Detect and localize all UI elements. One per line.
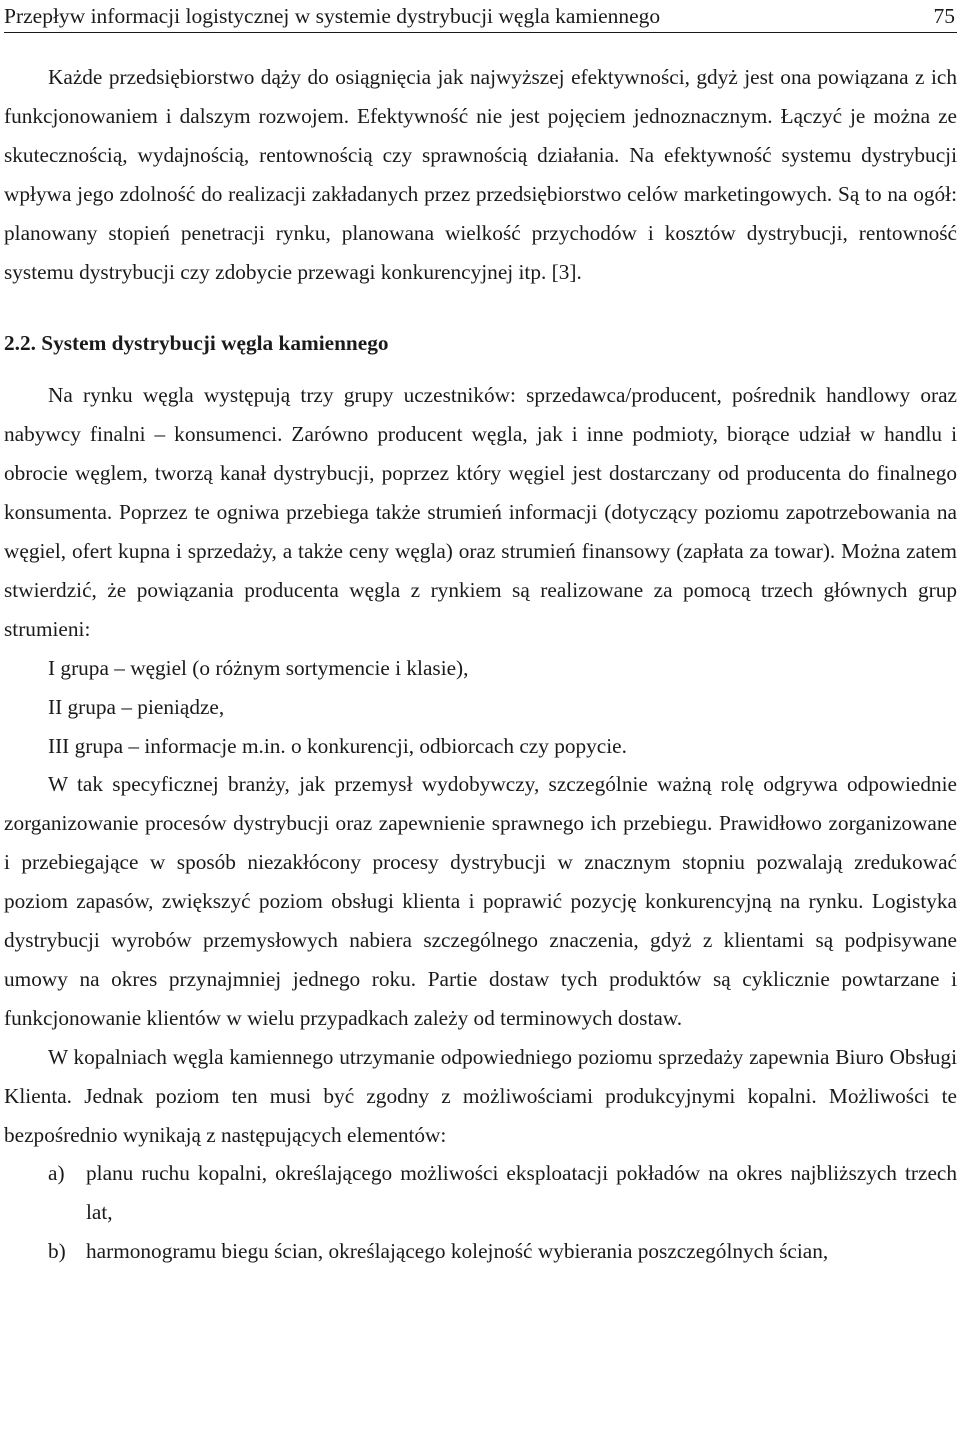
list-marker: b): [48, 1239, 66, 1264]
list-marker: a): [48, 1161, 65, 1186]
header-title: Przepływ informacji logistycznej w systemie dystrybucji węgla kamiennego: [4, 4, 661, 28]
list-item: [4, 1154, 957, 1232]
group-item: I grupa – węgiel (o różnym sortymencie i klasie),: [48, 655, 469, 680]
page-number: 75: [933, 4, 955, 28]
paragraph-market-participants: Na rynku węgla występują trzy grupy uczestników: sprzedawca/producent, pośrednik handlowy oraz nabywcy finalni – konsumenci. Zarówno producent węgla, jak i inne podmioty, biorące udział w handlu i obrocie węglem, tworzą kanał dystrybucji, poprzez który węgiel jest dostarczany od producenta do finalnego konsumenta. Poprzez te ogniwa przebiega także strumień informacji (dotyczący poziomu zapotrzebowania na węgiel, ofert kupna i sprzedaży, a także ceny węgla) oraz strumień finansowy (zapłata za towar). Można zatem stwierdzić, że powiązania producenta węgla z rynkiem są realizowane za pomocą trzech głównych grup strumieni:: [4, 383, 957, 641]
paragraph-customer-service: W kopalniach węgla kamiennego utrzymanie odpowiedniego poziomu sprzedaży zapewnia Biuro Obsługi Klienta. Jednak poziom ten musi być zgodny z możliwościami produkcyjnymi kopalni. Możliwości te bezpośrednio wynikają z następujących elementów:: [4, 1044, 957, 1147]
section-heading: 2.2. System dystrybucji węgla kamiennego: [4, 331, 389, 356]
document-page: [4, 0, 957, 1271]
list-item-text: planu ruchu kopalni, określającego możliwości eksploatacji pokładów na okres najbliższych trzech lat,: [86, 1161, 957, 1225]
group-item: II grupa – pieniądze,: [48, 694, 225, 719]
list-item: [4, 1232, 957, 1271]
paragraph-mining-industry: W tak specyficznej branży, jak przemysł wydobywczy, szczególnie ważną rolę odgrywa odpowiednie zorganizowanie procesów dystrybucji oraz zapewnienie sprawnego ich przebiegu. Prawidłowo zorganizowane i przebiegające w sposób niezakłócony procesy dystrybucji w znacznym stopniu pozwalają zredukować poziom zapasów, zwiększyć poziom obsługi klienta i poprawić pozycję konkurencyjną na rynku. Logistyka dystrybucji wyrobów przemysłowych nabiera szczególnego znaczenia, gdyż z klientami są podpisywane umowy na okres przynajmniej jednego roku. Partie dostaw tych produktów są cyklicznie powtarzane i funkcjonowanie klientów w wielu przypadkach zależy od terminowych dostaw.: [4, 772, 957, 1030]
group-item: III grupa – informacje m.in. o konkurencji, odbiorcach czy popycie.: [48, 733, 627, 758]
paragraph-efficiency: Każde przedsiębiorstwo dąży do osiągnięcia jak najwyższej efektywności, gdyż jest ona powiązana z ich funkcjonowaniem i dalszym rozwojem. Efektywność nie jest pojęciem jednoznacznym. Łączyć je można ze skutecznością, wydajnością, rentownością czy sprawnością działania. Na efektywność systemu dystrybucji wpływa jego zdolność do realizacji zakładanych przez przedsiębiorstwo celów marketingowych. Są to na ogół: planowany stopień penetracji rynku, planowana wielkość przychodów i kosztów dystrybucji, rentowność systemu dystrybucji czy zdobycie przewagi konkurencyjnej itp. [3].: [4, 65, 957, 284]
list-item-text: harmonogramu biegu ścian, określającego kolejność wybierania poszczególnych ścian,: [86, 1239, 829, 1264]
running-header: [4, 2, 957, 33]
body-text: [4, 58, 957, 1271]
